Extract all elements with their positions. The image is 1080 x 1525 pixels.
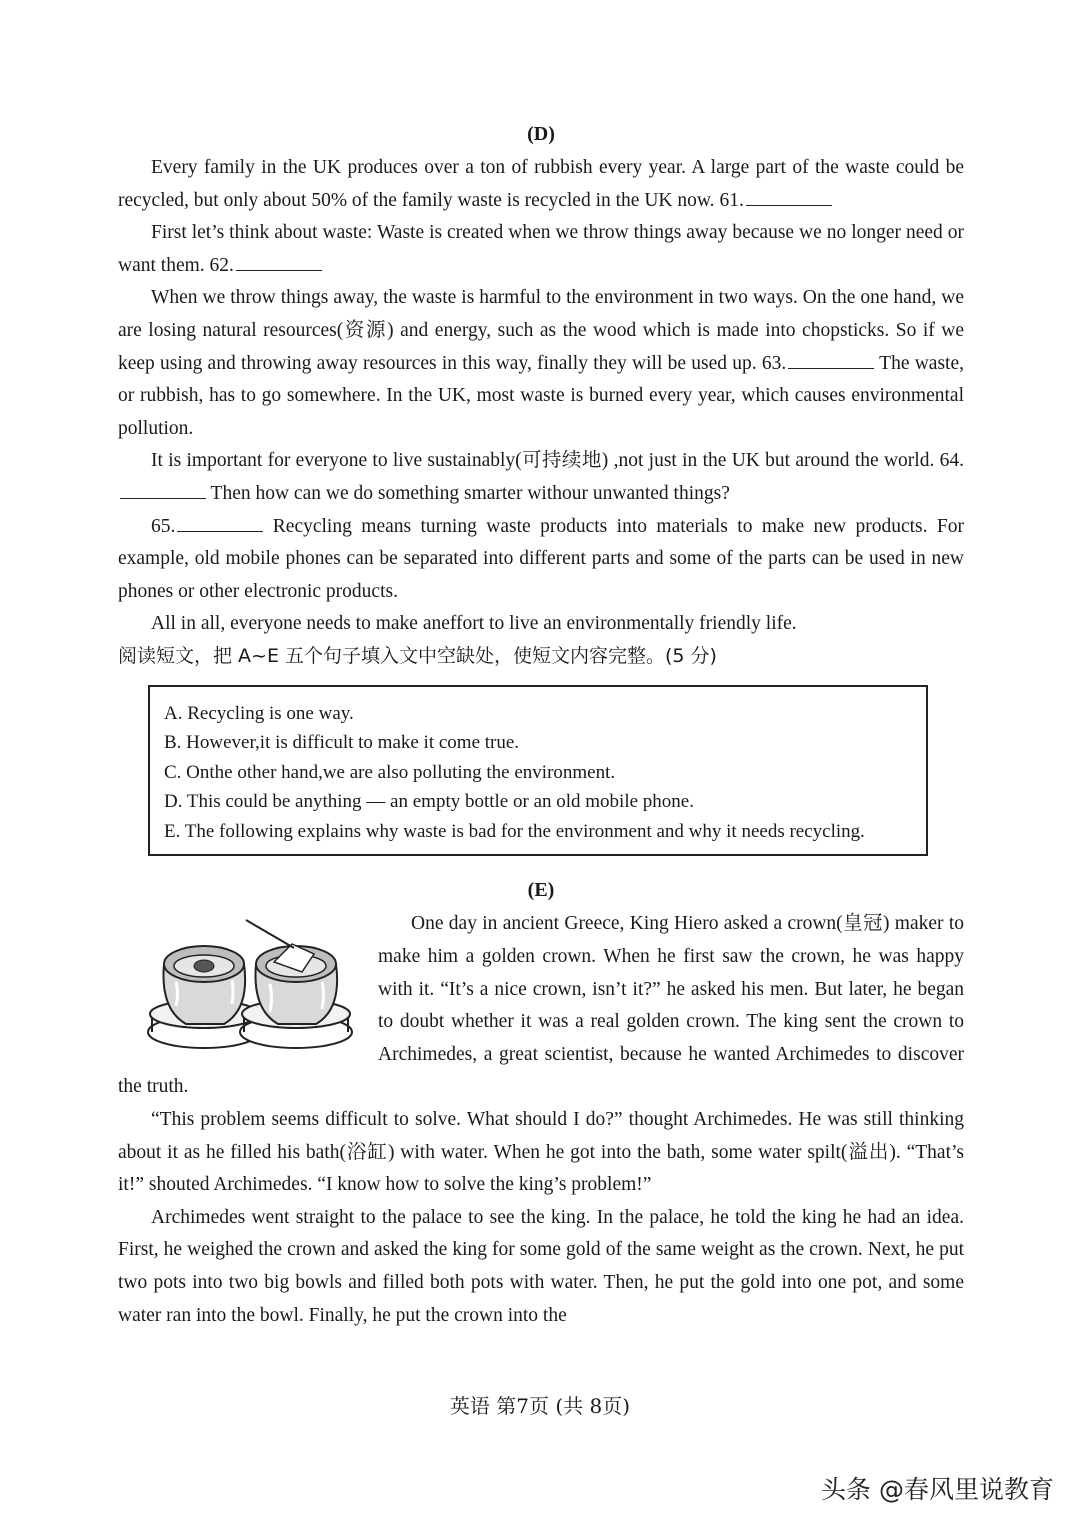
paragraph-d1 xyxy=(118,152,964,217)
paragraph-d2 xyxy=(118,217,964,282)
answer-blank-61[interactable] xyxy=(746,187,832,206)
paragraph-d3 xyxy=(118,282,964,445)
paragraph-e1: One day in ancient Greece, King Hiero asked a crown(皇冠) maker to make him a golden crown. When he first saw the crown, he was happy with it. “It’s a nice crown, isn’t it?” he asked his men. But later, he began to doubt whether it was a real golden crown. The king sent the crown to Archimedes, a great scientist, because he wanted Archimedes to discover the truth. xyxy=(118,913,964,1098)
paragraph-text: Then how can we do something smarter withour unwanted things? xyxy=(210,482,730,504)
option-b: B. However,it is difficult to make it come true. xyxy=(164,732,520,754)
instruction-text: 阅读短文，把 A~E 五个句子填入文中空缺处，使短文内容完整。(5 分) xyxy=(118,644,717,667)
paragraph-d6 xyxy=(118,608,964,641)
blank-number: 64. xyxy=(939,450,965,472)
option-a: A. Recycling is one way. xyxy=(164,702,354,724)
option-d: D. This could be anything — an empty bottle or an old mobile phone. xyxy=(164,791,694,813)
exam-page xyxy=(118,118,964,1332)
section-e xyxy=(118,874,964,1332)
option-e: E. The following explains why waste is bad for the environment and why it needs recycling. xyxy=(164,820,865,842)
paragraph-text: All in all, everyone needs to make aneffort to live an environmentally friendly life. xyxy=(151,613,797,635)
page-footer: 英语 第7页 (共 8页) xyxy=(449,1394,631,1418)
section-e-title: (E) xyxy=(527,879,555,902)
blank-number: 61. xyxy=(719,189,744,211)
options-box xyxy=(148,685,928,857)
archimedes-pots-illustration xyxy=(146,914,356,1064)
paragraph-text: Recycling means turning waste products into materials to make new products. For example, old mobile phones can be separated into different parts and some of the parts can be used in new phones or other electronic products. xyxy=(118,515,964,602)
paragraph-text: First let’s think about waste: Waste is created when we throw things away because we no longer need or want them. xyxy=(118,222,964,276)
paragraph-text: The waste, or rubbish, has to go somewhere. In the UK, most waste is burned every year, which causes environmental pollution. xyxy=(118,352,964,439)
paragraph-text: It is important for everyone to live sustainably(可持续地) ,not just in the UK but around the world. xyxy=(151,450,935,472)
section-d-title: (D) xyxy=(527,123,555,145)
paragraph-e2: “This problem seems difficult to solve. What should I do?” thought Archimedes. He was still thinking about it as he filled his bath(浴缸) with water. When he got into the bath, some water spilt(溢出). “That’s it!” shouted Archimedes. “I know how to solve the king’s problem!” xyxy=(118,1108,964,1196)
answer-blank-65[interactable] xyxy=(177,513,263,532)
paragraph-d5 xyxy=(118,511,964,609)
blank-number: 62. xyxy=(209,254,234,276)
paragraph-text: When we throw things away, the waste is harmful to the environment in two ways. On the one hand, we are losing natural resources(资源) and energy, such as the wood which is made into chopsticks. So if we keep using and throwing away resources in this way, finally they will be used up. xyxy=(118,287,964,374)
answer-blank-64[interactable] xyxy=(120,480,206,499)
answer-blank-62[interactable] xyxy=(236,252,322,271)
option-c: C. Onthe other hand,we are also polluting the environment. xyxy=(164,761,616,783)
watermark: 头条 @春风里说教育 xyxy=(821,1475,1054,1504)
blank-number: 65. xyxy=(151,515,176,537)
paragraph-e3: Archimedes went straight to the palace to see the king. In the palace, he told the king he had an idea. First, he weighed the crown and asked the king for some gold of the same weight as the crown. Next, he put two pots into two big bowls and filled both pots with water. Then, he put the gold into one pot, and some water ran into the bowl. Finally, he put the crown into the xyxy=(118,1206,964,1326)
blank-number: 63. xyxy=(761,352,787,374)
paragraph-text: Every family in the UK produces over a ton of rubbish every year. A large part of the waste could be recycled, but only about 50% of the family waste is recycled in the UK now. xyxy=(118,157,964,211)
answer-blank-63[interactable] xyxy=(788,350,874,369)
paragraph-d4 xyxy=(118,445,964,510)
